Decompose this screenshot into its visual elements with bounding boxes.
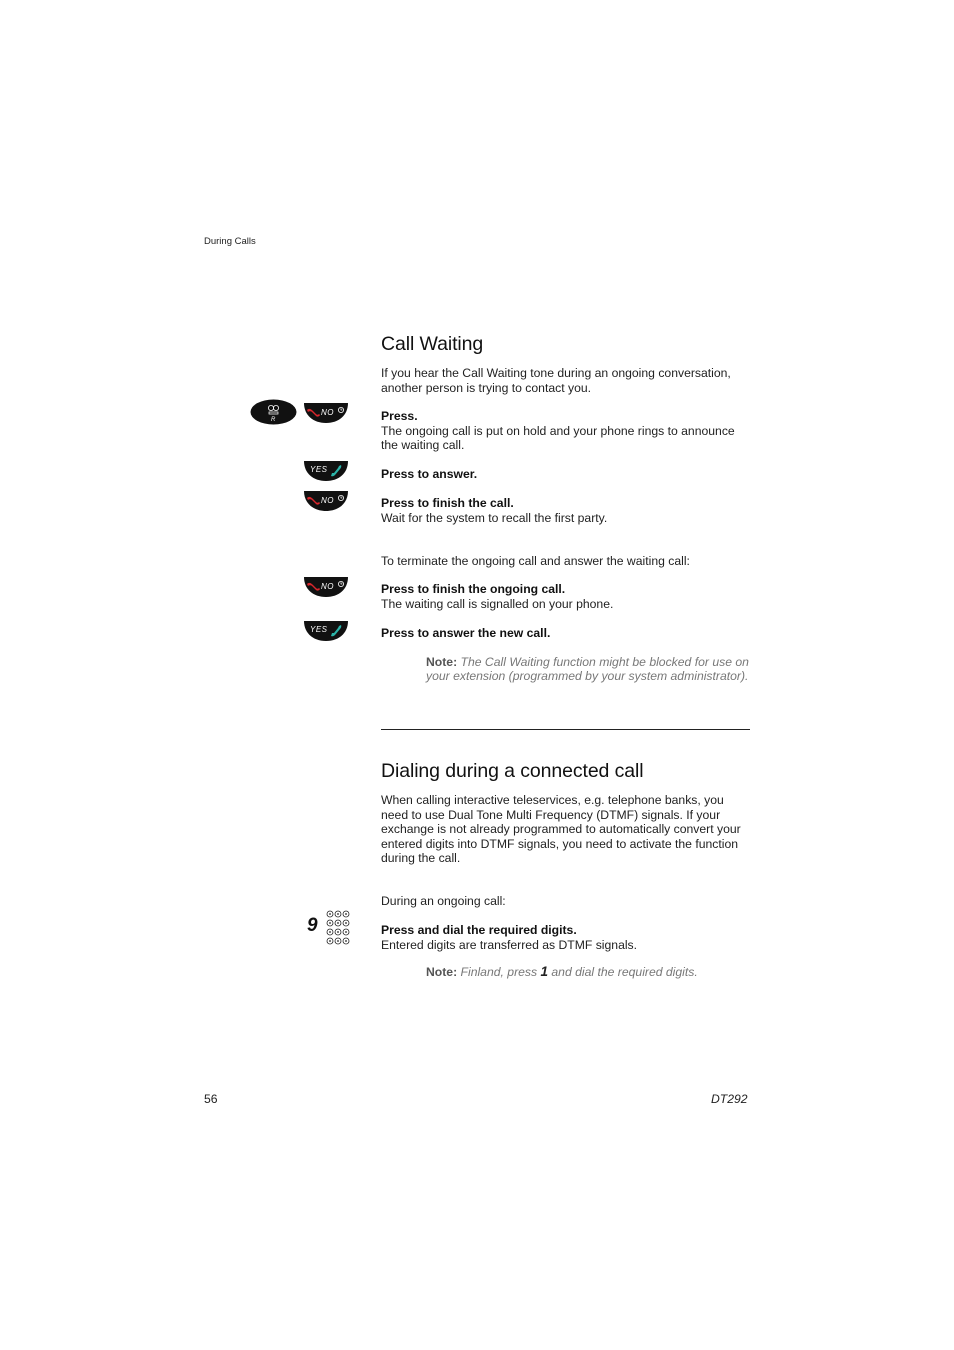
keypad-icon[interactable]: [326, 910, 350, 946]
section-divider: [381, 729, 750, 730]
note-text: The Call Waiting function might be blocked for use on your extension (programmed by your system administrator).: [426, 655, 749, 683]
product-name: DT292: [711, 1092, 748, 1106]
note-label: Note:: [426, 655, 458, 669]
call-waiting-note: [426, 655, 752, 683]
note-text-pre: Finland, press: [460, 965, 538, 979]
yes-key-icon[interactable]: [303, 620, 349, 642]
page-number: 56: [204, 1092, 218, 1106]
no-key-icon[interactable]: [303, 576, 349, 598]
step-finish-ongoing-text: The waiting call is signalled on your phone.: [381, 596, 614, 611]
svg-text:NO: NO: [321, 408, 334, 417]
dialing-during: During an ongoing call:: [381, 894, 506, 908]
step-finish-text: Wait for the system to recall the first party.: [381, 510, 608, 525]
step-press: [381, 409, 753, 453]
call-waiting-intro: If you hear the Call Waiting tone during an ongoing conversation, another person is trying to contact you.: [381, 366, 731, 395]
dialing-title: Dialing during a connected call: [381, 760, 644, 782]
step-finish-title: Press to finish the call.: [381, 496, 514, 510]
note-text-post: and dial the required digits.: [551, 965, 698, 979]
step-finish-ongoing-title: Press to finish the ongoing call.: [381, 582, 566, 596]
step-finish: [381, 496, 753, 525]
step-answer-new: [381, 626, 753, 641]
note-label: Note:: [426, 965, 458, 979]
svg-text:R: R: [271, 417, 276, 423]
step-answer: [381, 467, 753, 482]
call-waiting-title: Call Waiting: [381, 333, 484, 355]
recall-key-icon[interactable]: [250, 399, 297, 425]
no-key-icon[interactable]: [303, 402, 349, 424]
step-dial-digits-text: Entered digits are transferred as DTMF signals.: [381, 937, 638, 952]
no-key-icon[interactable]: [303, 490, 349, 512]
svg-text:YES: YES: [310, 625, 328, 634]
svg-text:NO: NO: [321, 496, 334, 505]
step-press-title: Press.: [381, 409, 418, 423]
step-answer-new-title: Press to answer the new call.: [381, 626, 551, 640]
yes-key-icon[interactable]: [303, 460, 349, 482]
digit-9-key[interactable]: 9: [307, 915, 318, 936]
svg-text:YES: YES: [310, 465, 328, 474]
step-finish-ongoing: [381, 582, 753, 611]
note-digit: 1: [540, 964, 548, 979]
section-label: During Calls: [204, 236, 256, 247]
step-dial-digits: [381, 923, 753, 952]
svg-text:NO: NO: [321, 582, 334, 591]
dialing-intro: When calling interactive teleservices, e.g. telephone banks, you need to use Dual Tone Multi Frequency (DTMF) signals. If your exchange is not already programmed to automatically convert your entered digits into DTMF signals, you need to activate the function during the call.: [381, 793, 741, 865]
step-answer-title: Press to answer.: [381, 467, 478, 481]
dialing-note: [426, 965, 752, 979]
step-press-text: The ongoing call is put on hold and your phone rings to announce the waiting call.: [381, 423, 735, 452]
step-dial-digits-title: Press and dial the required digits.: [381, 923, 577, 937]
terminate-intro: To terminate the ongoing call and answer the waiting call:: [381, 554, 690, 568]
